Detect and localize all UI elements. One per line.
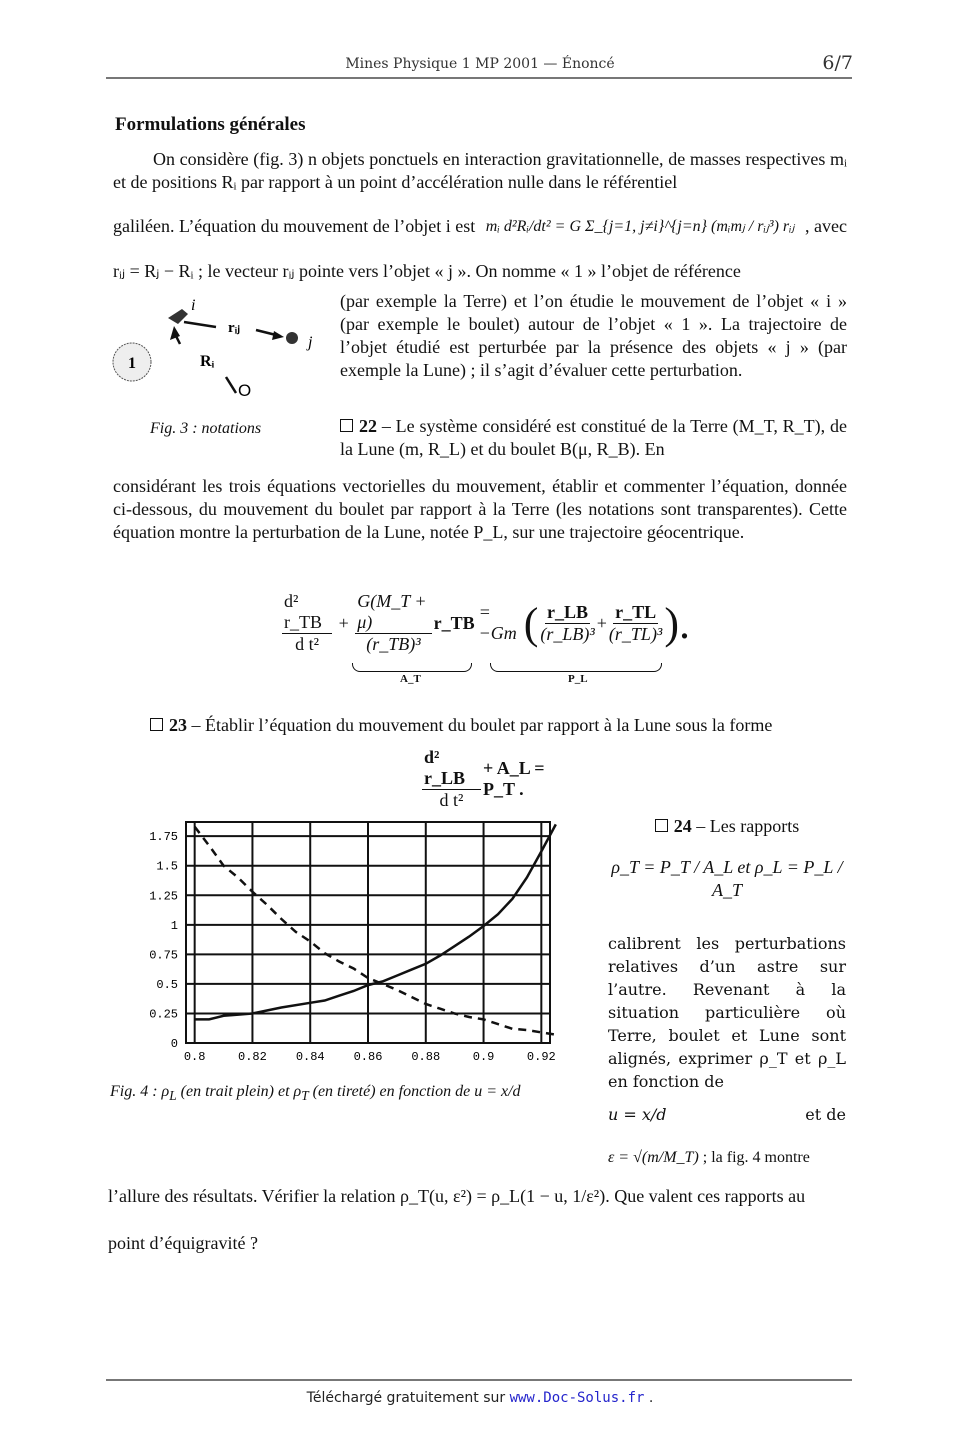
object-1-label: 1 — [128, 355, 136, 372]
question-24-text: calibrent les perturbations relatives d’un astre sur l’autre. Revenant à la situation particulière où Terre, boulet et Lune sont alignés, exprimer ρ_T et ρ_L en fonction de — [608, 934, 846, 1091]
y-tick-label: 0.5 — [156, 977, 178, 992]
checkbox-icon — [655, 819, 668, 832]
question-24 — [608, 815, 846, 1169]
y-tick-label: 0 — [170, 1037, 178, 1051]
question-24-title: – Les rapports — [696, 816, 800, 836]
eq1-rhs-prefix: = −Gm — [478, 602, 517, 643]
intro-equation-line — [113, 215, 847, 238]
page-number: 6/7 — [822, 52, 853, 74]
x-tick-label: 0.82 — [238, 1050, 267, 1064]
figure-3-notations — [108, 292, 323, 412]
y-tick-label: 0.75 — [149, 948, 178, 963]
question-24-number: 24 — [673, 816, 692, 836]
footer: Téléchargé gratuitement sur www.Doc-Solus.fr . — [306, 1390, 654, 1406]
footer-rule — [106, 1379, 852, 1381]
x-tick-label: 0.84 — [295, 1050, 325, 1064]
intro-line2-post: , avec — [805, 216, 847, 236]
epsilon-definition: ε = √(m/M_T) ; la fig. 4 montre — [608, 1149, 810, 1166]
brace-PL — [490, 663, 662, 672]
header-rule — [106, 77, 852, 79]
doc-solus-link[interactable]: www.Doc-Solus.fr — [509, 1390, 645, 1406]
equation-boulet-terre: $\frac{\text{d² r\_TB}}{\text{d t²}}$ + $\frac{G(M\_T + \mu)}{\text{(r\_TB)³}}$ r_TB = −Gm ( $\frac{r\_LB}{\text{(r\_LB)³}}$ + $\frac{r\_TL}{\text{(r\_TL)³}}$ ). A_T P_L — [284, 591, 690, 685]
eq1-rhs1: $\frac{r\_LB}{\text{(r\_LB)³}}$ — [540, 601, 595, 644]
brace-PL-label: P_L — [568, 673, 588, 685]
y-tick-label: 1.5 — [156, 859, 178, 874]
question-24-continuation: l’allure des résultats. Vérifier la relation ρ_T(u, ε²) = ρ_L(1 − u, 1/ε²). Que valent ces rapports au — [108, 1186, 806, 1206]
figure-3-caption: Fig. 3 : notations — [150, 420, 262, 437]
origin-label: O — [238, 381, 252, 400]
eq1-rhs2: $\frac{r\_TL}{\text{(r\_TL)³}}$ — [608, 601, 663, 644]
brace-AT-label: A_T — [400, 673, 421, 685]
question-23-number: 23 — [169, 715, 187, 735]
y-tick-label: 1.25 — [149, 889, 178, 904]
object-i-label: i — [191, 297, 196, 314]
u-definition: u = x/d et de — [608, 1105, 846, 1124]
equation-boulet-lune — [420, 747, 580, 810]
eq1-lhs1: $\frac{\text{d² r\_TB}}{\text{d t²}}$ — [282, 591, 332, 655]
intro-paragraph: On considère (fig. 3) n objets ponctuels en interaction gravitationnelle, de masses respectives mᵢ et de positions Rᵢ par rapport à un point d’accélération nulle dans le référentiel — [113, 149, 847, 192]
x-tick-label: 0.88 — [411, 1050, 441, 1064]
section-title: Formulations générales — [115, 114, 306, 135]
x-tick-label: 0.86 — [353, 1050, 383, 1064]
question-22-text: – Le système considéré est constitué de la Terre (M_T, R_T), de la Lune (m, R_L) et du boulet B(μ, R_B). En — [340, 416, 847, 459]
intro-line3: rᵢⱼ = Rⱼ − Rᵢ ; le vecteur rᵢⱼ pointe vers l’objet « j ». On nomme « 1 » l’objet de référence — [113, 261, 741, 281]
Ri-label: Rᵢ — [200, 353, 215, 370]
y-tick-label: 0.25 — [149, 1007, 178, 1022]
eq1-lhs2: $\frac{G(M\_T + \mu)}{\text{(r\_TB)³}}$ — [355, 591, 431, 655]
series-rho-L-line — [195, 824, 556, 1019]
brace-AT — [352, 663, 472, 672]
x-tick-label: 0.9 — [472, 1050, 495, 1064]
x-tick-label: 0.8 — [183, 1050, 206, 1064]
x-tick-label: 0.92 — [526, 1050, 556, 1064]
question-23-text: – Établir l’équation du mouvement du boulet par rapport à la Lune sous la forme — [191, 715, 773, 735]
question-22-continuation: considérant les trois équations vectorielles du mouvement, établir et commenter l’équation, donnée ci-dessous, du mouvement du boulet par rapport à la Terre (les notations sont transparentes). Cette équation montre la perturbation de la Lune, notée P_L, sur une trajectoire géocentrique. — [113, 476, 847, 542]
eq2-lhs: $\frac{\text{d² r\_LB}}{\text{d t²}}$ — [422, 747, 481, 811]
rij-arrow-line-1 — [184, 322, 216, 327]
question-22 — [340, 415, 847, 461]
rho-definitions: ρ_T = P_T / A_L et ρ_L = P_L / A_T — [611, 857, 843, 900]
question-22-number: 22 — [359, 416, 377, 436]
rij-arrowhead — [272, 331, 284, 340]
running-header-title: Mines Physique 1 MP 2001 — Énoncé — [345, 56, 615, 72]
figure-4-caption: Fig. 4 : $\rho_L$ (en trait plein) et $\rho_T$ (en tireté) en fonction de u = x/d — [110, 1083, 521, 1104]
object-j-dot — [286, 332, 298, 344]
origin-line — [226, 377, 236, 393]
checkbox-icon — [150, 718, 163, 731]
question-24-last-line: point d’équigravité ? — [108, 1233, 258, 1253]
object-j-label: j — [308, 334, 313, 351]
question-23 — [150, 715, 772, 736]
motion-equation: mᵢ d²Rᵢ/dt² = G Σ_{j=1, j≠i}^{j=n} (mᵢmⱼ / rᵢⱼ³) rᵢⱼ — [485, 218, 795, 235]
checkbox-icon — [340, 419, 353, 432]
eq1-rtb: r_TB — [433, 612, 475, 633]
Ri-arrowhead — [170, 326, 180, 340]
footer-text: Téléchargé gratuitement sur — [306, 1390, 510, 1406]
intro-line2-pre: galiléen. L’équation du mouvement de l’objet i est — [113, 216, 476, 236]
y-tick-label: 1.75 — [149, 830, 178, 845]
rij-label: rᵢⱼ — [228, 320, 240, 336]
y-tick-label: 1 — [170, 918, 178, 933]
intro-line4: (par exemple la Terre) et l’on étudie le mouvement de l’objet « i » (par exemple le boulet) autour de l’objet « 1 ». La trajectoire de l’objet étudié est perturbée par la présence des objets « j » (par exemple la Lune) ; il s’agit d’évaluer cette perturbation. — [340, 291, 847, 380]
series-rho-T-line — [195, 827, 556, 1035]
eq2-rest: + A_L = P_T . — [483, 758, 545, 799]
figure-4-chart — [130, 815, 570, 1075]
